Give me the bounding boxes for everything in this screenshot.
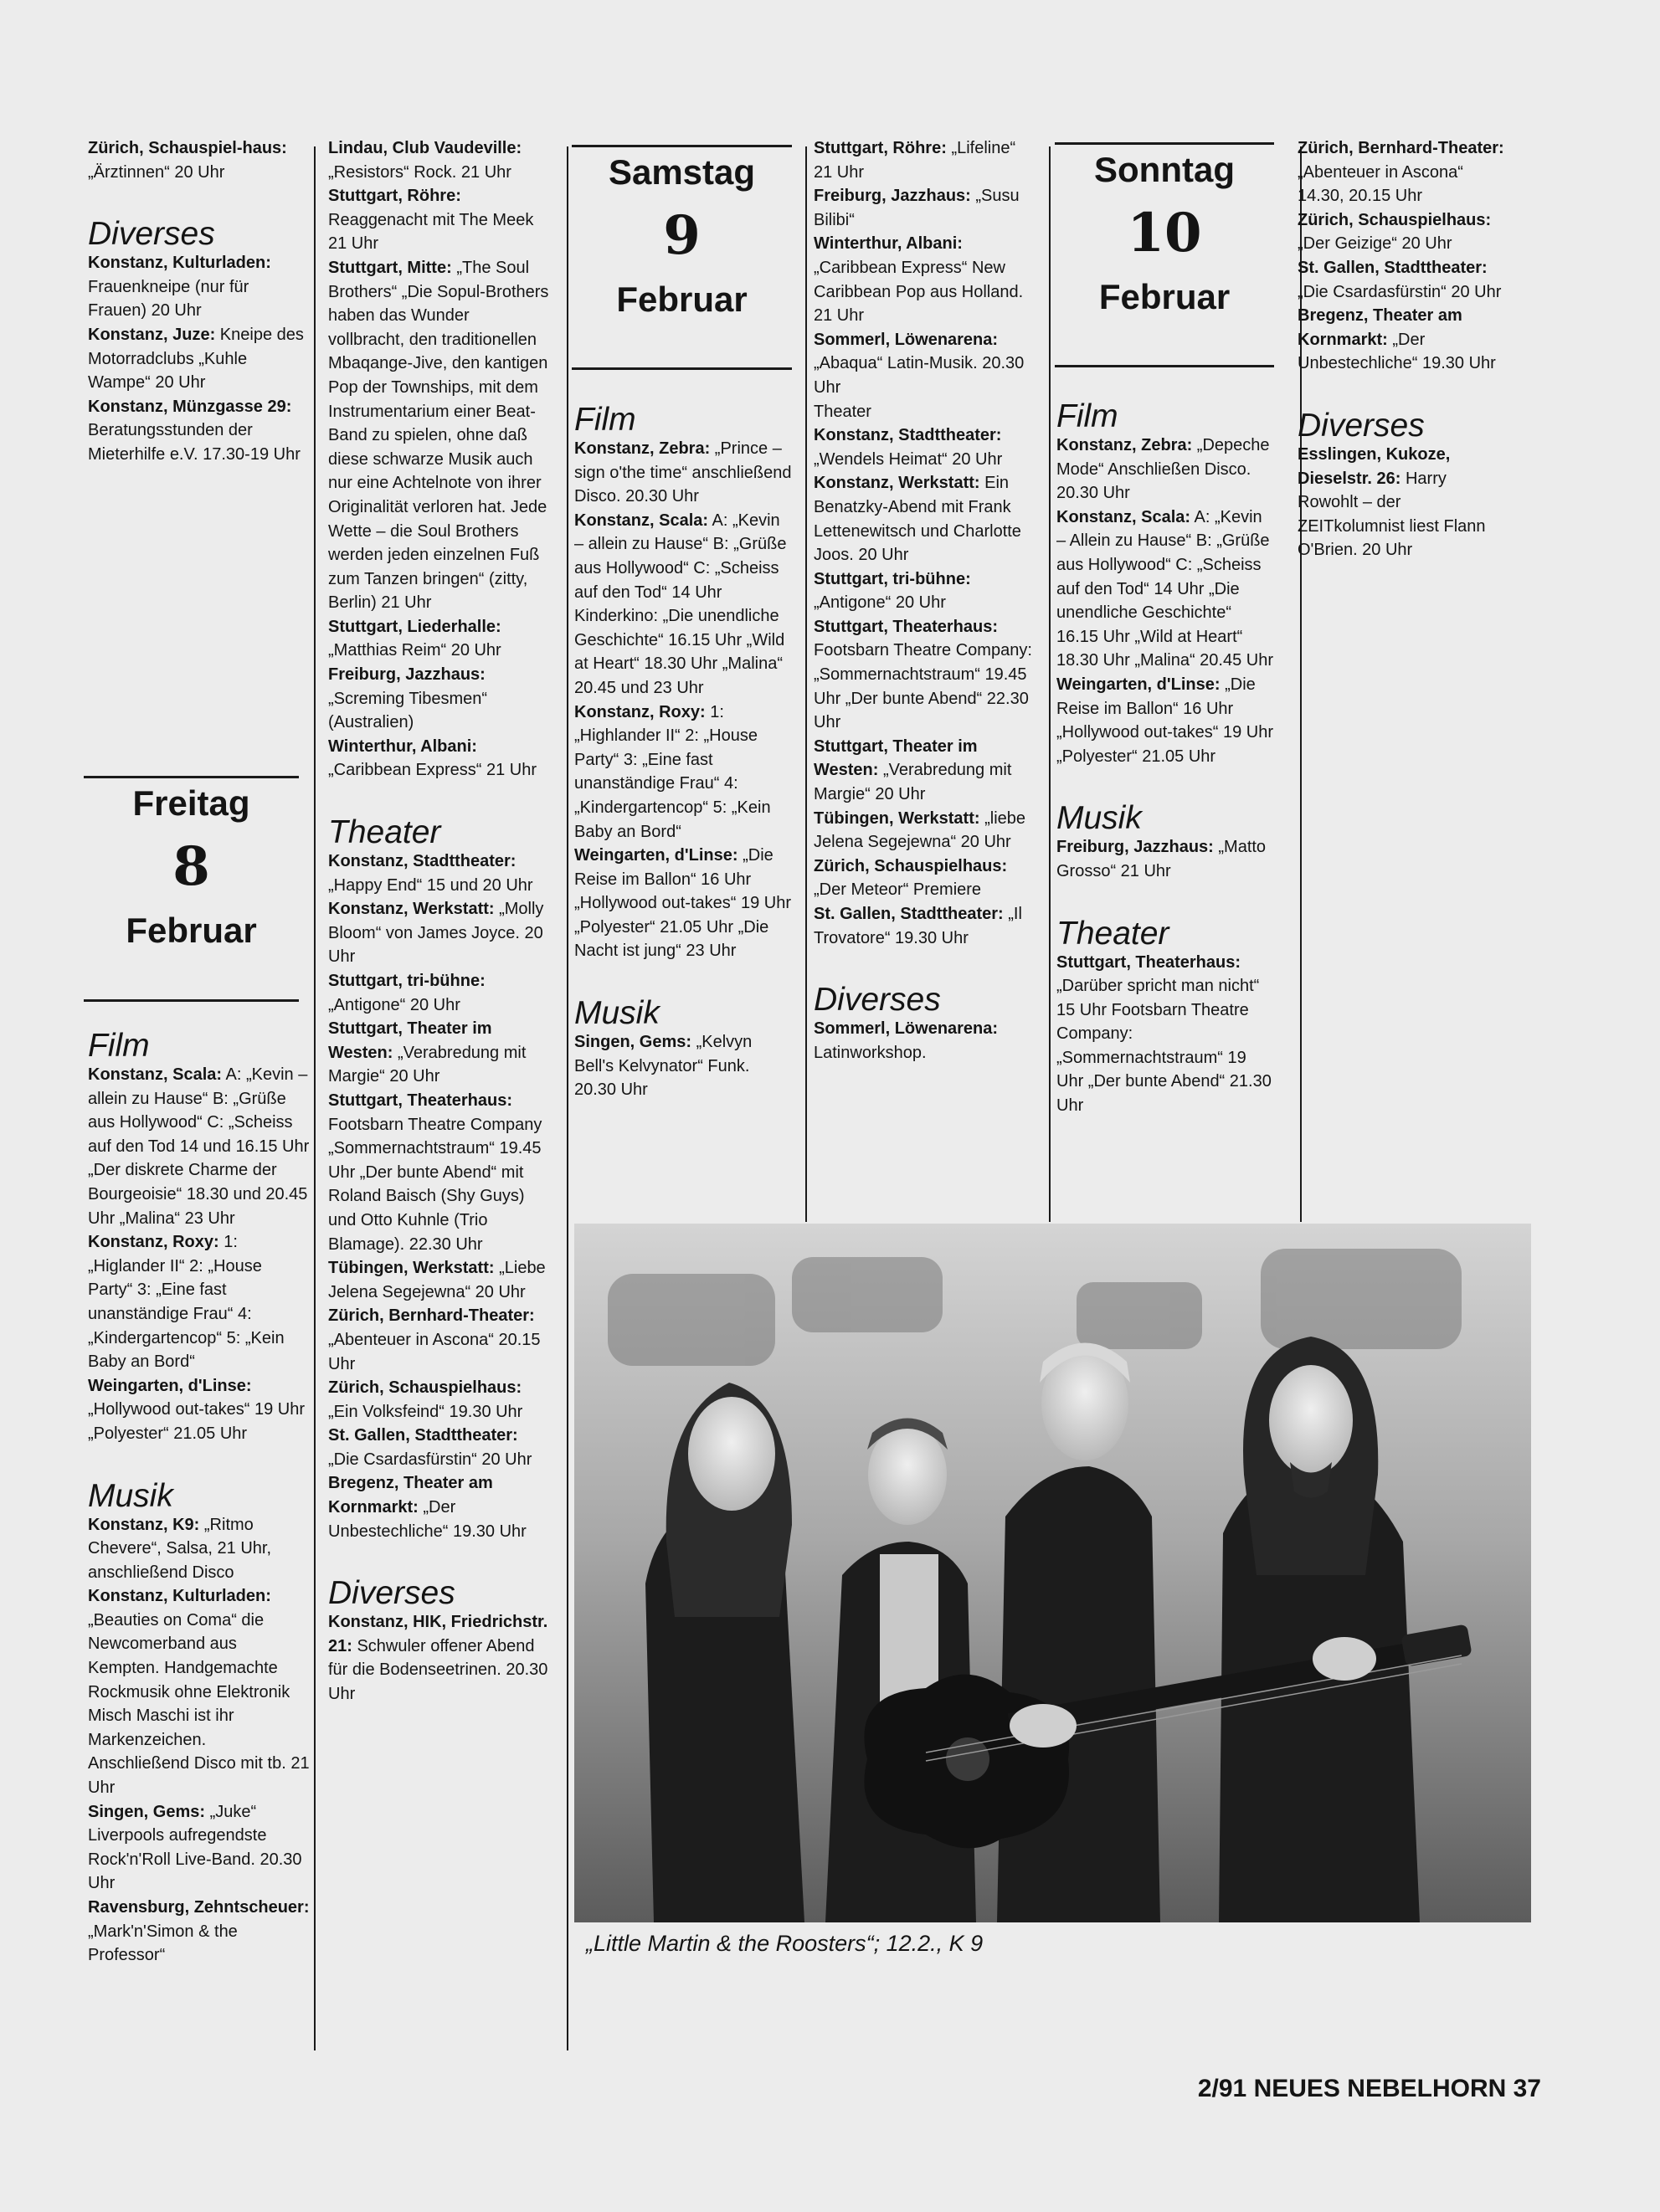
entry-list	[574, 437, 794, 963]
listing-venue: Tübingen, Werkstatt:	[328, 1259, 495, 1278]
entry-list	[1298, 136, 1507, 376]
listing-venue: Konstanz, Juze:	[88, 325, 216, 344]
page-footer	[1198, 2074, 1541, 2104]
listing-details: Latinworkshop.	[814, 1043, 927, 1062]
listing-venue: Konstanz, Roxy:	[574, 702, 706, 721]
listing-venue: Zürich, Schauspielhaus:	[1298, 210, 1492, 229]
listing-venue: Stuttgart, Theaterhaus:	[1056, 952, 1241, 972]
day-month: Februar	[1098, 277, 1231, 316]
listing-entry	[1298, 443, 1507, 562]
day-month: Februar	[126, 911, 257, 950]
listing-entry	[88, 1800, 310, 1896]
listing-venue: Konstanz, Roxy:	[88, 1233, 219, 1252]
section-heading: Musik	[1056, 800, 1142, 837]
entry-list	[1056, 835, 1276, 883]
listing-venue: Konstanz, Stadttheater:	[814, 426, 1002, 445]
listing-entry	[328, 1424, 550, 1471]
listing-details: Ein Benatzky-Abend mit Frank Lettenewitsch und Charlotte Joos. 20 Uhr	[814, 474, 1021, 565]
listing-entry	[88, 1896, 310, 1968]
listing-details: „Hollywood out-takes“ 19 Uhr „Polyester“ 21.05 Uhr	[88, 1400, 305, 1443]
listing-venue: Konstanz, Kulturladen:	[88, 254, 271, 273]
section-heading: Film	[574, 402, 636, 438]
listing-entry	[328, 615, 550, 663]
listing-details: „Die Csardasfürstin“ 20 Uhr	[1298, 282, 1502, 301]
listing-venue: Stuttgart, Röhre:	[814, 139, 947, 157]
listing-entry	[88, 395, 310, 467]
listing-entry	[328, 136, 550, 184]
listing-venue: Freiburg, Jazzhaus:	[814, 187, 971, 206]
listing-entry	[814, 184, 1033, 232]
entry-list	[814, 1017, 1033, 1065]
listing-details: „Ärztinnen“ 20 Uhr	[88, 162, 225, 182]
listing-details: „Abaqua“ Latin-Musik. 20.30 Uhr	[814, 354, 1025, 397]
entry-list	[88, 251, 310, 466]
listing-details: „Lifeline“ 21 Uhr	[814, 139, 1016, 182]
listing-venue: Esslingen, Kukoze, Dieselstr. 26:	[1298, 444, 1451, 488]
listing-entry	[328, 256, 550, 615]
listing-venue: St. Gallen, Stadttheater:	[328, 1426, 518, 1445]
listing-details: „Prince – sign o'the time“ anschließend Disco. 20.30 Uhr	[574, 439, 792, 506]
listing-venue: Konstanz, Werkstatt:	[328, 900, 495, 919]
listing-details: „Resistors“ Rock. 21 Uhr	[328, 162, 511, 182]
listing-details: „Antigone“ 20 Uhr	[814, 593, 946, 613]
listing-entry	[814, 615, 1033, 735]
magazine-name: NEUES NEBELHORN	[1253, 2075, 1507, 2102]
listing-entry	[88, 323, 310, 395]
listing-venue: Konstanz, Kulturladen:	[88, 1587, 271, 1606]
day-name: Freitag	[132, 783, 250, 823]
listing-details: „Happy End“ 15 und 20 Uhr	[328, 875, 533, 895]
listing-entry	[574, 844, 794, 963]
listing-entry	[328, 663, 550, 735]
listing-entry	[1056, 951, 1276, 1118]
listing-venue: Bregenz, Theater am Kornmarkt:	[1298, 306, 1462, 349]
listing-venue: Konstanz, Werkstatt:	[814, 474, 980, 493]
listing-details: „Molly Bloom“ von James Joyce. 20 Uhr	[328, 900, 544, 967]
listing-details: „Verabredung mit Margie“ 20 Uhr	[328, 1043, 527, 1086]
band-photo	[574, 1224, 1531, 1922]
listing-entry	[574, 701, 794, 844]
column-1	[88, 136, 310, 467]
section-heading: Diverses	[88, 216, 215, 253]
listing-venue: Stuttgart, tri-bühne:	[328, 972, 486, 990]
day-number: 10	[1127, 202, 1202, 264]
listing-venue: Freiburg, Jazzhaus:	[328, 665, 486, 685]
listing-entry	[814, 328, 1033, 400]
listing-details: „Darüber spricht man nicht“ 15 Uhr Footsbarn Theatre Company: „Sommernachtstraum“ 19 Uhr „Der bunte Abend“ 21.30 Uhr	[1056, 977, 1272, 1116]
listing-venue: Konstanz, Zebra:	[1056, 436, 1193, 454]
listing-details: „Ritmo Chevere“, Salsa, 21 Uhr, anschließend Disco	[88, 1515, 271, 1582]
listing-details: „Der Geizige“ 20 Uhr	[1298, 234, 1452, 254]
listing-details: „Ein Volksfeind“ 19.30 Uhr	[328, 1402, 523, 1421]
listing-details: „Caribbean Express“ New Caribbean Pop aus Holland. 21 Uhr	[814, 258, 1024, 326]
listing-entry	[814, 423, 1033, 471]
listing-entry	[574, 509, 794, 701]
entry-list	[1056, 951, 1276, 1118]
listing-details: Frauenkneipe (nur für Frauen) 20 Uhr	[88, 277, 249, 321]
listing-entry	[814, 471, 1033, 567]
listing-venue: Konstanz, Münzgasse 29:	[88, 397, 292, 416]
listing-entry	[328, 1610, 550, 1706]
listing-entry	[88, 1374, 310, 1446]
listing-venue: Tübingen, Werkstatt:	[814, 808, 980, 828]
listing-details: Theater	[814, 402, 871, 421]
entry-list	[88, 1063, 310, 1446]
listing-details: „Die Csardasfürstin“ 20 Uhr	[328, 1450, 532, 1469]
listing-entry	[814, 902, 1033, 950]
listing-entry	[814, 400, 1033, 424]
listing-details: „Wendels Heimat“ 20 Uhr	[814, 449, 1003, 469]
entry-list	[88, 1513, 310, 1968]
listing-entry	[328, 735, 550, 783]
listing-details: „Verabredung mit Margie“ 20 Uhr	[814, 761, 1012, 804]
listing-entry	[328, 849, 550, 897]
issue-number: 2/91	[1197, 2075, 1247, 2102]
section-heading: Musik	[574, 995, 660, 1032]
entry-list	[328, 136, 550, 783]
listing-venue: Lindau, Club Vaudeville:	[328, 139, 522, 157]
listing-details: A: „Kevin – allein zu Hause“ B: „Grüße aus Hollywood“ C: „Scheiss auf den Tod“ 14 Uhr Kinderkino: „Die unendliche Geschichte“ 16.15 Uhr „Wild at Heart“ 18.30 Uhr „Malina“ 20.45 und 23 Uhr	[574, 511, 787, 697]
listing-details: „Beauties on Coma“ die Newcomerband aus Kempten. Handgemachte Rockmusik ohne Elektronik Misch Maschi ist ihr Markenzeichen. Anschließend Disco mit tb. 21 Uhr	[88, 1610, 310, 1798]
listing-venue: Stuttgart, Röhre:	[328, 187, 461, 206]
listing-details: Reaggenacht mit The Meek 21 Uhr	[328, 210, 534, 254]
listing-details: „Die Reise im Ballon“ 16 Uhr „Hollywood out-takes“ 19 Uhr „Polyester“ 21.05 Uhr „Die Nacht ist jung“ 23 Uhr	[574, 846, 791, 961]
column-rule	[805, 146, 807, 1222]
column-2	[328, 136, 550, 1706]
listing-entry	[88, 136, 310, 184]
listing-entry	[1056, 835, 1276, 883]
listing-details: „The Soul Brothers“ „Die Sopul-Brothers haben das Wunder vollbracht, den traditionellen Mbaqange-Jive, den kantigen Pop der Townships, mit dem Instrumentarium einer Beat-Band zu spielen, ohne daß diese schwarze Musik auch nur eine Achtelnote von ihrer Originalität verloren hat. Jede Wette – die Soul Brothers werden jeden einzelnen Fuß zum Tanzen bringen“ (zitty, Berlin) 21 Uhr	[328, 258, 549, 613]
column-rule	[314, 146, 316, 2050]
listing-venue: Bregenz, Theater am Kornmarkt:	[328, 1474, 493, 1517]
listing-entry	[574, 1030, 794, 1102]
day-number: 9	[663, 204, 701, 267]
listing-details: „Susu Bilibi“	[814, 187, 1020, 229]
listing-entry	[328, 1471, 550, 1543]
listing-entry	[814, 136, 1033, 184]
listing-details: „Juke“ Liverpools aufregendste Rock'n'Roll Live-Band. 20.30 Uhr	[88, 1802, 302, 1893]
listing-details: 1: „Higlander II“ 2: „House Party“ 3: „Eine fast unanständige Frau“ 4: „Kindergartencop“ 5: „Kein Baby an Bord“	[88, 1233, 285, 1372]
listing-details: „Abenteuer in Ascona“ 14.30, 20.15 Uhr	[1298, 162, 1463, 206]
page-number: 37	[1513, 2075, 1541, 2102]
section-heading: Film	[1056, 398, 1118, 434]
listing-details: Harry Rowohlt – der ZEITkolumnist liest Flann O'Brien. 20 Uhr	[1298, 469, 1486, 560]
listing-entry	[1298, 304, 1507, 376]
listing-details: „Der Meteor“ Premiere	[814, 880, 982, 900]
listing-venue: Konstanz, Zebra:	[574, 439, 711, 458]
listing-entry	[328, 1256, 550, 1304]
listing-venue: Zürich, Bernhard-Theater:	[1298, 139, 1504, 157]
listing-venue: Stuttgart, Liederhalle:	[328, 617, 501, 636]
column-rule	[1049, 146, 1051, 1222]
photo-caption: „Little Martin & the Roosters“; 12.2., K 9	[586, 1931, 984, 1956]
entry-list	[328, 1610, 550, 1706]
listing-venue: Weingarten, d'Linse:	[574, 846, 738, 865]
section-heading: Theater	[328, 814, 441, 851]
section-heading: Diverses	[328, 1575, 455, 1612]
listing-details: „Kelvyn Bell's Kelvynator“ Funk. 20.30 Uhr	[574, 1033, 753, 1100]
entry-list	[574, 1030, 794, 1102]
listing-venue: Winterthur, Albani:	[328, 736, 477, 756]
listing-venue: St. Gallen, Stadttheater:	[814, 905, 1004, 923]
day-number: 8	[172, 835, 210, 898]
listing-details: 1: „Highlander II“ 2: „House Party“ 3: „Eine fast unanständige Frau“ 4: „Kindergartencop“ 5: „Kein Baby an Bord“	[574, 702, 771, 841]
listing-entry	[1056, 673, 1276, 768]
listing-venue: Konstanz, Scala:	[1056, 507, 1191, 526]
day-month: Februar	[616, 280, 748, 319]
listing-details: A: „Kevin – Allein zu Hause“ B: „Grüße aus Hollywood“ C: „Scheiss auf den Tod“ 14 Uhr „Die unendliche Geschichte“ 16.15 Uhr „Wild at Heart“ 18.30 Uhr „Malina“ 20.45 Uhr	[1056, 507, 1274, 670]
listing-details: „Matthias Reim“ 20 Uhr	[328, 641, 501, 660]
listing-entry	[1298, 256, 1507, 304]
listing-details: „Caribbean Express“ 21 Uhr	[328, 761, 537, 780]
listing-details: Footsbarn Theatre Company „Sommernachtstraum“ 19.45 Uhr „Der bunte Abend“ mit Roland Baisch (Shy Guys) und Otto Kuhnle (Trio Blamage). 22.30 Uhr	[328, 1115, 542, 1254]
listing-venue: Konstanz, Scala:	[574, 511, 709, 530]
listing-venue: Konstanz, K9:	[88, 1515, 200, 1534]
listing-venue: Stuttgart, Theaterhaus:	[328, 1091, 513, 1110]
listing-entry	[814, 1017, 1033, 1065]
listing-venue: Konstanz, Scala:	[88, 1065, 223, 1084]
listing-venue: Sommerl, Löwenarena:	[814, 330, 999, 349]
listing-entry	[574, 437, 794, 509]
section-heading: Diverses	[814, 982, 941, 1019]
listing-details: „Screming Tibesmen“ (Australien)	[328, 689, 488, 732]
listing-details: „Depeche Mode“ Anschließen Disco. 20.30 Uhr	[1056, 436, 1270, 503]
entry-list	[88, 136, 310, 184]
listing-details: „Antigone“ 20 Uhr	[328, 995, 460, 1014]
listing-entry	[88, 251, 310, 323]
listing-entry	[328, 184, 550, 256]
day-header-samstag	[572, 145, 792, 370]
listing-entry	[328, 897, 550, 969]
section-heading: Musik	[88, 1477, 173, 1514]
listing-entry	[328, 1376, 550, 1424]
listing-venue: Weingarten, d'Linse:	[1056, 675, 1221, 694]
listing-venue: Weingarten, d'Linse:	[88, 1376, 252, 1395]
listing-entry	[1298, 136, 1507, 208]
section-heading: Diverses	[1298, 407, 1425, 444]
listing-details: „Matto Grosso“ 21 Uhr	[1056, 838, 1267, 880]
listing-venue: Stuttgart, Theaterhaus:	[814, 617, 999, 636]
listing-entry	[88, 1584, 310, 1799]
entry-list	[328, 849, 550, 1543]
listing-entry	[1056, 434, 1276, 506]
listing-details: „Der Unbestechliche“ 19.30 Uhr	[1298, 330, 1496, 373]
listing-entry	[88, 1063, 310, 1230]
day-name: Sonntag	[1094, 150, 1235, 189]
listing-entry	[88, 1230, 310, 1374]
listing-venue: Zürich, Schauspiel-haus:	[88, 139, 287, 157]
band-member-4	[1269, 1365, 1353, 1476]
listing-entry	[328, 1304, 550, 1376]
listing-entry	[88, 1513, 310, 1585]
column-1-freitag	[88, 1029, 310, 1968]
listing-entry	[1298, 208, 1507, 256]
section-heading: Theater	[1056, 915, 1169, 952]
listing-entry	[814, 855, 1033, 902]
listing-details: „Liebe Jelena Segejewna“ 20 Uhr	[328, 1259, 546, 1301]
column-5	[1056, 400, 1276, 1118]
listing-entry	[814, 735, 1033, 807]
listing-venue: Zürich, Bernhard-Theater:	[328, 1306, 535, 1326]
listing-details: Beratungsstunden der Mieterhilfe e.V. 17.30-19 Uhr	[88, 421, 301, 464]
day-header-freitag	[84, 776, 299, 1002]
listing-details: A: „Kevin – allein zu Hause“ B: „Grüße aus Hollywood“ C: „Scheiss auf den Tod 14 und 16.15 Uhr „Der diskrete Charme der Bourgeoisie“ 18.30 und 20.45 Uhr „Malina“ 23 Uhr	[88, 1065, 310, 1228]
listing-entry	[814, 567, 1033, 615]
entry-list	[1298, 443, 1507, 562]
listing-venue: Ravensburg, Zehntscheuer:	[88, 1898, 310, 1917]
listing-venue: Stuttgart, tri-bühne:	[814, 569, 971, 588]
listing-venue: St. Gallen, Stadttheater:	[1298, 258, 1488, 277]
listing-entry	[328, 1089, 550, 1256]
listing-entry	[814, 232, 1033, 327]
listing-details: Kneipe des Motorradclubs „Kuhle Wampe“ 20 Uhr	[88, 325, 304, 393]
listing-entry	[1056, 506, 1276, 673]
band-member-2	[868, 1424, 947, 1525]
listing-venue: Konstanz, Stadttheater:	[328, 852, 517, 871]
entry-list	[1056, 434, 1276, 768]
listing-details: „liebe Jelena Segejewna“ 20 Uhr	[814, 808, 1026, 852]
listing-venue: Stuttgart, Theater im Westen:	[328, 1019, 492, 1062]
listing-venue: Singen, Gems:	[88, 1802, 206, 1821]
listing-venue: Zürich, Schauspielhaus:	[328, 1378, 522, 1398]
listing-venue: Stuttgart, Mitte:	[328, 258, 452, 277]
listing-venue: Sommerl, Löwenarena:	[814, 1019, 999, 1039]
column-rule	[567, 146, 568, 2050]
listing-venue: Zürich, Schauspielhaus:	[814, 856, 1008, 875]
listing-details: Schwuler offener Abend für die Bodenseetrinen. 20.30 Uhr	[328, 1636, 548, 1704]
column-3	[574, 403, 794, 1102]
listing-entry	[328, 969, 550, 1017]
section-heading: Film	[88, 1028, 150, 1064]
column-6	[1298, 136, 1507, 562]
day-name: Samstag	[608, 152, 756, 192]
listing-entry	[814, 807, 1033, 855]
listing-details: Footsbarn Theatre Company: „Sommernachtstraum“ 19.45 Uhr „Der bunte Abend“ 22.30 Uhr	[814, 641, 1032, 732]
listing-venue: Winterthur, Albani:	[814, 234, 963, 254]
entry-list	[814, 136, 1033, 950]
listing-venue: Konstanz, HIK, Friedrichstr. 21:	[328, 1613, 548, 1655]
listing-venue: Freiburg, Jazzhaus:	[1056, 838, 1214, 857]
day-header-sonntag	[1055, 142, 1274, 367]
listing-venue: Stuttgart, Theater im Westen:	[814, 736, 978, 780]
listing-details: „Der Unbestechliche“ 19.30 Uhr	[328, 1498, 527, 1541]
listing-entry	[328, 1017, 550, 1089]
listing-details: „Die Reise im Ballon“ 16 Uhr „Hollywood out-takes“ 19 Uhr „Polyester“ 21.05 Uhr	[1056, 675, 1273, 766]
band-member-1	[688, 1397, 775, 1511]
listing-details: „Mark'n'Simon & the Professor“	[88, 1922, 238, 1965]
column-4	[814, 136, 1033, 1065]
listing-details: „Abenteuer in Ascona“ 20.15 Uhr	[328, 1330, 541, 1373]
listing-details: „Il Trovatore“ 19.30 Uhr	[814, 905, 1022, 947]
listing-venue: Singen, Gems:	[574, 1033, 692, 1052]
